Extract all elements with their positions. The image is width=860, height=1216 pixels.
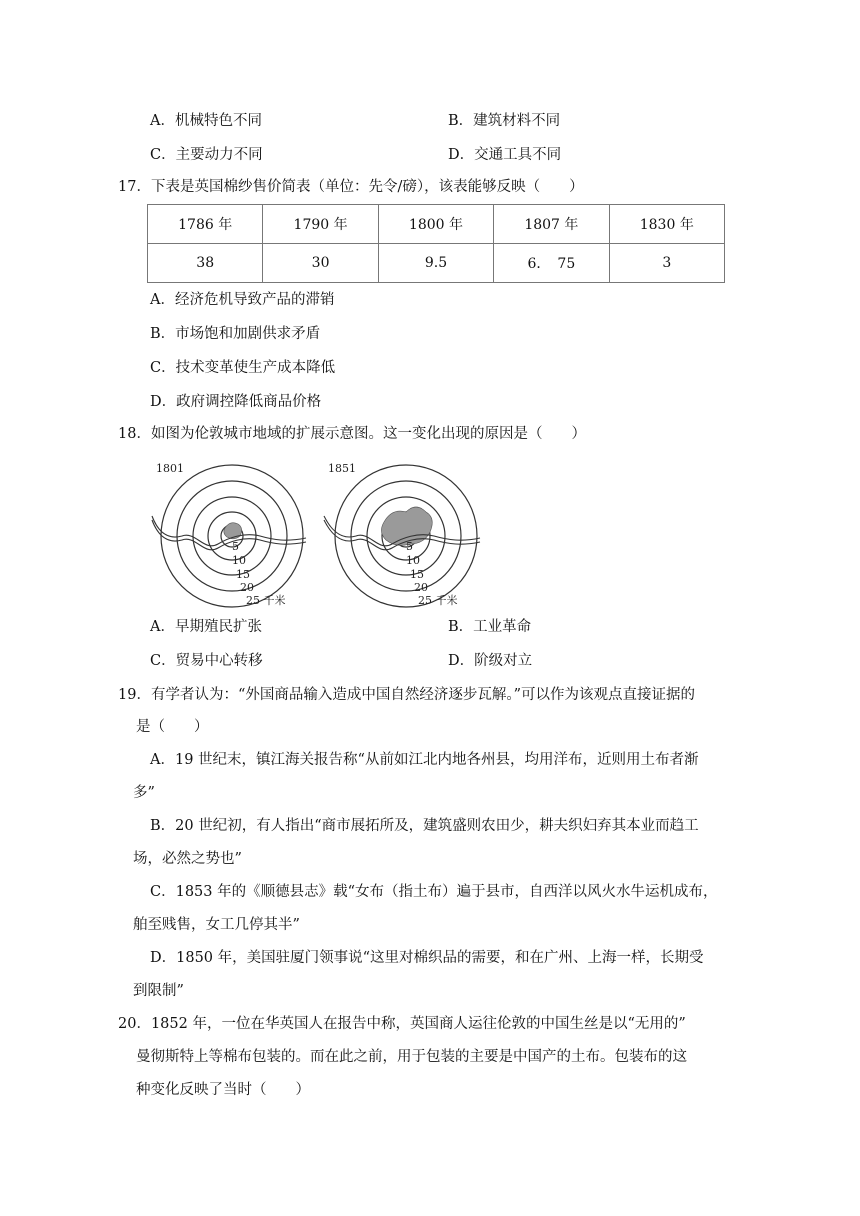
q19-stem-cont: 是（ ） bbox=[136, 719, 209, 735]
q19-option-c-cont: 舶至贱售，女工几停其半” bbox=[133, 917, 300, 933]
table-cell: 30 bbox=[263, 244, 378, 283]
ring-label: 20 bbox=[414, 581, 428, 594]
ring-label: 15 bbox=[410, 568, 424, 581]
table-cell: 3 bbox=[609, 244, 724, 283]
year-label-1851: 1851 bbox=[328, 462, 356, 475]
table-cell: 1830 年 bbox=[609, 205, 724, 244]
q19-option-d-cont: 到限制” bbox=[133, 983, 184, 999]
table-cell: 1790 年 bbox=[263, 205, 378, 244]
london-expansion-figure bbox=[148, 458, 488, 610]
q20-stem-cont: 种变化反映了当时（ ） bbox=[136, 1082, 310, 1098]
q18-stem: 18．如图为伦敦城市地域的扩展示意图。这一变化出现的原因是（ ） bbox=[118, 426, 586, 442]
q18-option-a[interactable]: A．早期殖民扩张 bbox=[150, 619, 262, 635]
q19-option-a-cont: 多” bbox=[133, 785, 155, 801]
q19-option-a[interactable]: A．19 世纪末，镇江海关报告称“从前如江北内地各州县，均用洋布，近则用土布者渐 bbox=[150, 752, 699, 768]
q16-option-b[interactable]: B．建筑材料不同 bbox=[448, 113, 561, 129]
ring-label: 10 bbox=[406, 554, 420, 567]
ring-label: 15 bbox=[236, 568, 250, 581]
q18-option-b[interactable]: B．工业革命 bbox=[448, 619, 532, 635]
map-1801 bbox=[152, 462, 306, 607]
table-cell: 38 bbox=[148, 244, 263, 283]
table-row-prices bbox=[148, 244, 725, 283]
table-cell: 1800 年 bbox=[378, 205, 493, 244]
urban-area-1801 bbox=[224, 523, 242, 539]
price-table bbox=[147, 204, 725, 283]
ring-label: 5 bbox=[406, 540, 413, 553]
q16-option-a[interactable]: A．机械特色不同 bbox=[150, 113, 262, 129]
q19-stem: 19．有学者认为：“外国商品输入造成中国自然经济逐步瓦解。”可以作为该观点直接证据的 bbox=[118, 687, 696, 703]
ring-label: 10 bbox=[232, 554, 246, 567]
ring-label: 5 bbox=[232, 540, 239, 553]
ring-label: 20 bbox=[240, 581, 254, 594]
q20-stem-cont: 曼彻斯特上等棉布包装的。而在此之前，用于包装的主要是中国产的土布。包装布的这 bbox=[136, 1049, 687, 1065]
year-label-1801: 1801 bbox=[156, 462, 184, 475]
ring-label: 25 千米 bbox=[418, 594, 458, 607]
table-row-years bbox=[148, 205, 725, 244]
q16-option-d[interactable]: D．交通工具不同 bbox=[448, 147, 562, 163]
q17-option-a[interactable]: A．经济危机导致产品的滞销 bbox=[150, 292, 335, 308]
q17-option-d[interactable]: D．政府调控降低商品价格 bbox=[150, 394, 322, 410]
q19-option-b-cont: 场，必然之势也” bbox=[133, 851, 242, 867]
table-cell: 1807 年 bbox=[494, 205, 609, 244]
q18-option-d[interactable]: D．阶级对立 bbox=[448, 653, 533, 669]
q19-option-c[interactable]: C．1853 年的《顺德县志》载“女布（指土布）遍于县市，自西洋以风火水牛运机成布， bbox=[150, 884, 718, 900]
q16-option-c[interactable]: C．主要动力不同 bbox=[150, 147, 263, 163]
table-cell: 6． 75 bbox=[494, 244, 609, 283]
map-1851 bbox=[324, 462, 480, 607]
q17-option-c[interactable]: C．技术变革使生产成本降低 bbox=[150, 360, 336, 376]
q17-stem: 17．下表是英国棉纱售价简表（单位：先令/磅），该表能够反映（ ） bbox=[118, 179, 584, 195]
table-cell: 1786 年 bbox=[148, 205, 263, 244]
q17-option-b[interactable]: B．市场饱和加剧供求矛盾 bbox=[150, 326, 321, 342]
table-cell: 9.5 bbox=[378, 244, 493, 283]
q19-option-b[interactable]: B．20 世纪初，有人指出“商市展拓所及，建筑盛则农田少，耕夫织妇弃其本业而趋工 bbox=[150, 818, 699, 834]
q19-option-d[interactable]: D．1850 年，美国驻厦门领事说“这里对棉织品的需要，和在广州、上海一样，长期受 bbox=[150, 950, 704, 966]
q18-option-c[interactable]: C．贸易中心转移 bbox=[150, 653, 263, 669]
ring-label: 25 千米 bbox=[246, 594, 286, 607]
q20-stem: 20．1852 年，一位在华英国人在报告中称，英国商人运往伦敦的中国生丝是以“无用的” bbox=[118, 1016, 686, 1032]
